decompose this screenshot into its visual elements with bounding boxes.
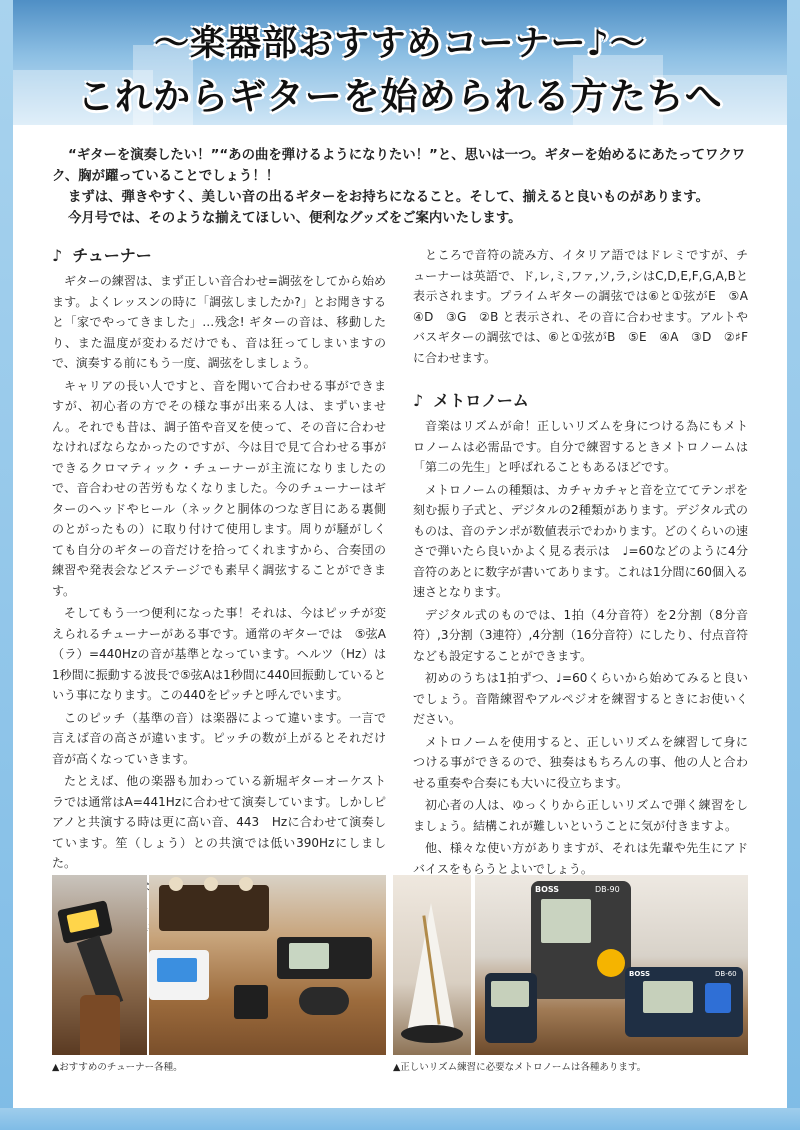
page-frame-left [0, 0, 13, 1130]
photo-pendulum-metronome [393, 875, 471, 1055]
metronome-paragraph: 初心者の人は、ゆっくりから正しいリズムで弾く練習をしましょう。結構これが難しいということに気が付きますよ。 [413, 798, 748, 833]
tuning-peg [204, 877, 218, 891]
guitar-body [80, 995, 120, 1055]
section-heading-label: メトロノーム [433, 391, 529, 410]
intro-paragraph: 今月号では、そのような揃えてほしい、便利なグッズをご案内いたします。 [68, 211, 522, 226]
metronome-paragraph: メトロノームの種類は、カチャカチャと音を立ててテンポを刻む振り子式と、デジタルの2種類があります。デジタル式のものは、音のテンポが数値表示でわかります。どのくらいの速さで弾いたら良いかよく見る表示は ♩=60などのように4分音符のあとに数字が書いてあります。これは1分間に60個入る速さとなります。 [413, 482, 748, 599]
tuner-paragraph: たとえば、他の楽器も加わっている新堀ギターオーケストラでは通常はA=441Hzに合わせて演奏しています。しかしピアノと共演する時は更に高い音、443 Hzに合わせて演奏しています。笙（しょう）との共演では低い390Hzにしました。 [52, 774, 386, 870]
metronome-screen [643, 981, 693, 1013]
header-banner [13, 0, 787, 125]
guitar-headstock [159, 885, 269, 931]
metronome-screen [541, 899, 591, 943]
metronome-paragraph: 他、様々な使い方がありますが、それは先輩や先生にアドバイスをもらうとよいでしょう。 [413, 841, 748, 876]
music-note-icon: ♪ [52, 246, 63, 265]
tuner-paragraph: ところで音符の読み方、イタリア語ではドレミですが、チューナーは英語で、ド,レ,ミ,ファ,ソ,ラ,シはC,D,E,F,G,A,Bと表示されます。プライムギターの調弦では⑥と①弦がE ⑤A ④D ③G ②B と表示され、その音に合わせます。アルトやバスギターの調弦では、⑥と①弦がB ⑤E ④A ③D ②♯F に合わせます。 [413, 248, 761, 365]
music-note-icon: ♪ [413, 391, 424, 410]
black-clip-tuner [234, 985, 268, 1019]
page-title: ～楽器部おすすめコーナー♪～ [154, 24, 646, 64]
section-heading-tuner [52, 245, 386, 267]
section-heading-label: チューナー [72, 246, 152, 265]
model-label: DB-60 [715, 970, 737, 978]
page-frame-right [787, 0, 800, 1130]
page-subtitle: これからギターを始められる方たちへ [77, 75, 723, 118]
brand-label: BOSS [535, 885, 560, 894]
model-label: DB-90 [595, 885, 620, 894]
intro-paragraph: “ギターを演奏したい！”“あの曲を弾けるようになりたい！”と、思いは一つ。ギターを始めるにあたってワクワク、胸が躍っていることでしょう！！ [52, 148, 746, 184]
intro-paragraph: まずは、弾きやすく、美しい音の出るギターをお持ちになること。そして、揃えると良いものがあります。 [68, 190, 710, 205]
tuner-screen [157, 958, 197, 982]
metronome-paragraph: デジタル式のものでは、1拍（4分音符）を2分割（8分音符）,3分割（3連符）,4分割（16分音符）にしたり、付点音符なども設定することができます。 [413, 607, 748, 663]
tuner-paragraph: キャリアの長い人ですと、音を聞いて合わせる事ができますが、初心者の方でその様な事が出来る人は、まずいません。それでも昔は、調子笛や音叉を使って、その音に合わせなければならなかったのですが、今は目で見て合わせる事ができるクロマティック・チューナーが主流になりましたので、音合わせの苦労もなくなりました。今のチューナーはギターのヘッドやヒール（ネックと胴体のつなぎ目にある裏側のとがったもの）に取り付けて使用します。周りが騒がしくても自分のギターの音だけを拾ってくれますから、合奏団の練習や発表会などステージでも素早く調弦することができます。 [52, 378, 386, 598]
tuning-peg [169, 877, 183, 891]
photo-clip-tuner [52, 875, 147, 1055]
page-frame-bottom [0, 1108, 800, 1130]
column-right [413, 245, 761, 881]
metronome-paragraph: メトロノームを使用すると、正しいリズムを練習して身につける事ができるので、独奏はもちろんの事、他の人と合わせる重奏や合奏にも大いに役立ちます。 [413, 734, 748, 790]
tuner-paragraph: そしてもう一つ便利になった事！それは、今はピッチが変えられるチューナーがある事です。通常のギターでは ⑤弦A（ラ）=440Hzの音が基準となっています。ヘルツ（Hz）は1秒間に振動する波長で⑤弦Aは1秒間に440回振動しているという事になります。この440をピッチと呼んでいます。 [52, 606, 386, 702]
tuning-peg [239, 877, 253, 891]
tuner-paragraph: このピッチ（基準の音）は楽器によって違います。一言で言えば音の高さが違います。ピッチの数が上がるとそれだけ音が高くなっていきます。 [52, 710, 386, 766]
tuner-accessory [299, 987, 349, 1015]
tuner-paragraph: ギターの練習は、まず正しい音合わせ=調弦をしてから始めます。よくレッスンの時に「調弦しましたか?」とお聞きすると「家でやってきました」…残念! ギターの音は、移動したり、また温度が変わるだけでも、音は狂ってしまいますので、演奏する前にもう一度、調弦をしましょう。 [52, 274, 386, 370]
caption-tuners: ▲おすすめのチューナー各種。 [52, 1062, 183, 1073]
metronome-screen [491, 981, 529, 1007]
photo-tuners-on-table [149, 875, 386, 1055]
brand-label: BOSS [629, 970, 651, 978]
photo-digital-metronomes [475, 875, 748, 1055]
metronome-paragraph: 初めのうちは1拍ずつ、♩=60くらいから始めてみると良いでしょう。音階練習やアルペジオを練習するときにお使いください。 [413, 671, 748, 726]
column-left [52, 245, 386, 941]
caption-metronomes: ▲正しいリズム練習に必要なメトロノームは各種あります。 [393, 1062, 647, 1073]
tuner-screen [289, 943, 329, 969]
metronome-paragraph: 音楽はリズムが命！正しいリズムを身につける為にもメトロノームは必需品です。自分で練習するときメトロノームは「第二の先生」と呼ばれることもあるほどです。 [413, 419, 748, 474]
intro-text [52, 145, 752, 229]
metronome-base [401, 1025, 463, 1043]
section-heading-metronome [413, 390, 748, 412]
metronome-buttons [705, 983, 731, 1013]
tempo-dial [597, 949, 625, 977]
